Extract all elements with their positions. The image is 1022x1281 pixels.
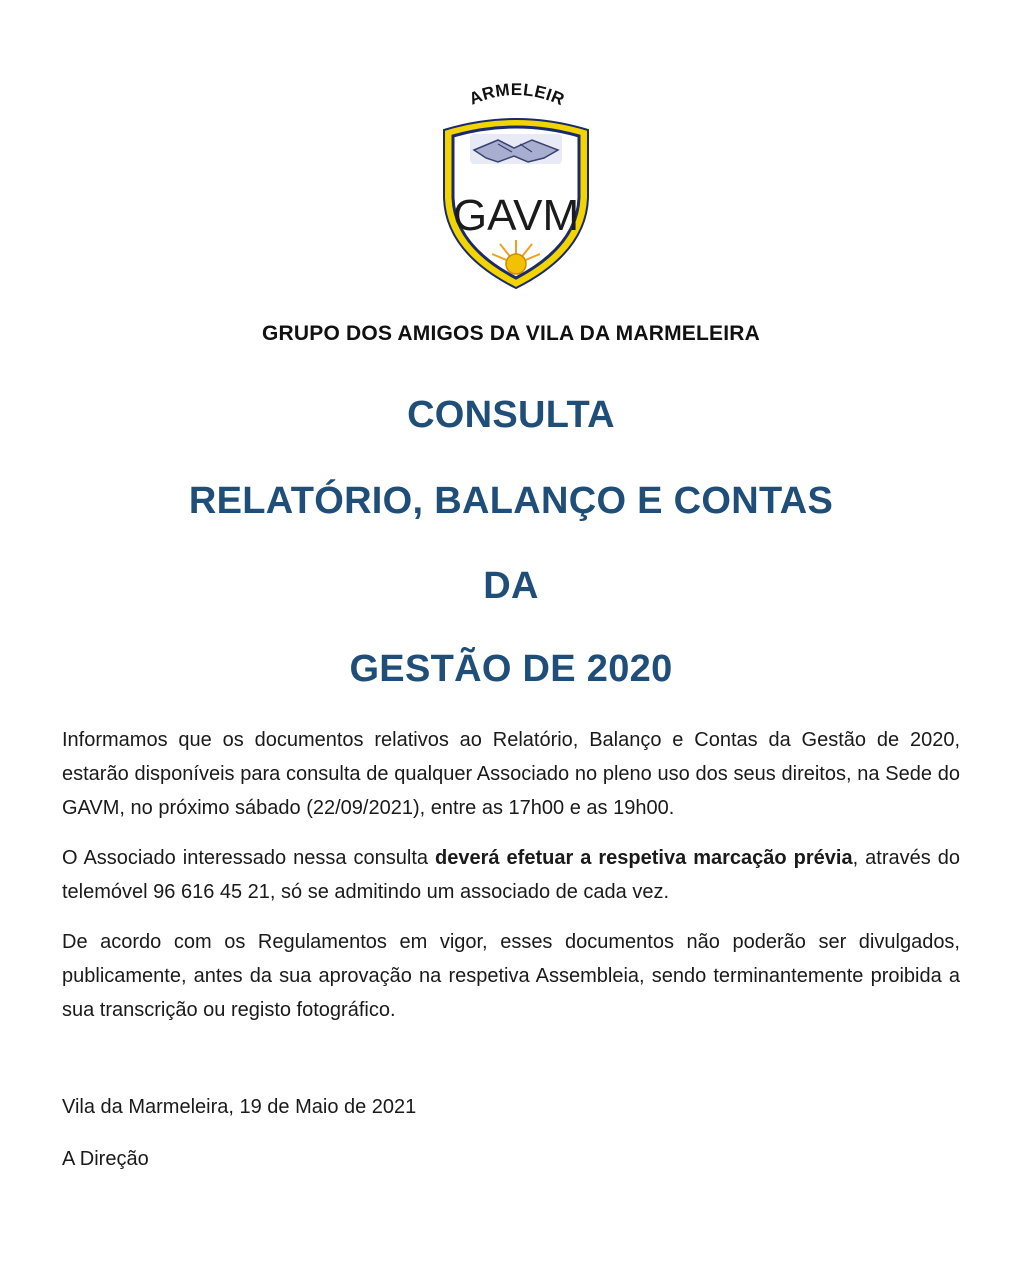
gavm-logo [436, 78, 596, 293]
title-relatorio: RELATÓRIO, BALANÇO E CONTAS [188, 480, 834, 522]
paragraph-availability: Informamos que os documentos relativos ao Relatório, Balanço e Contas da Gestão de 2020, estarão disponíveis para consulta de qualquer Associado no pleno uso dos seus direitos, na Sede do GAVM, no próximo sábado (22/09/2021), entre as 17h00 e as 19h00. [62, 729, 960, 819]
title-consulta: CONSULTA [407, 394, 615, 436]
organization-name: GRUPO DOS AMIGOS DA VILA DA MARMELEIRA [262, 322, 760, 345]
logo-arc-text: ARMELEIR [466, 79, 568, 110]
svg-text:MARMELEIRA [436, 78, 567, 109]
signature: A Direção [62, 1148, 149, 1170]
paragraph-booking-start: O Associado interessado nessa consulta [62, 847, 436, 869]
paragraph-booking-emphasis: deverá efetuar a respetiva marcação prévia [435, 847, 853, 869]
gavm-shield-icon [436, 78, 596, 293]
title-da: DA [483, 565, 539, 607]
logo-center-text: GAVM [452, 191, 580, 240]
paragraph-regulations: De acordo com os Regulamentos em vigor, esses documentos não poderão ser divulgados, publicamente, antes da sua aprovação na respetiva Assembleia, sendo terminantemente proibida a sua transcrição ou registo fotográfico. [62, 931, 960, 1021]
paragraph-booking-end: , através do telemóvel 96 616 45 21, só se admitindo um associado de cada vez. [62, 847, 960, 903]
title-gestao: GESTÃO DE 2020 [349, 648, 673, 690]
paragraph-booking [62, 841, 960, 909]
place-date: Vila da Marmeleira, 19 de Maio de 2021 [62, 1096, 417, 1118]
